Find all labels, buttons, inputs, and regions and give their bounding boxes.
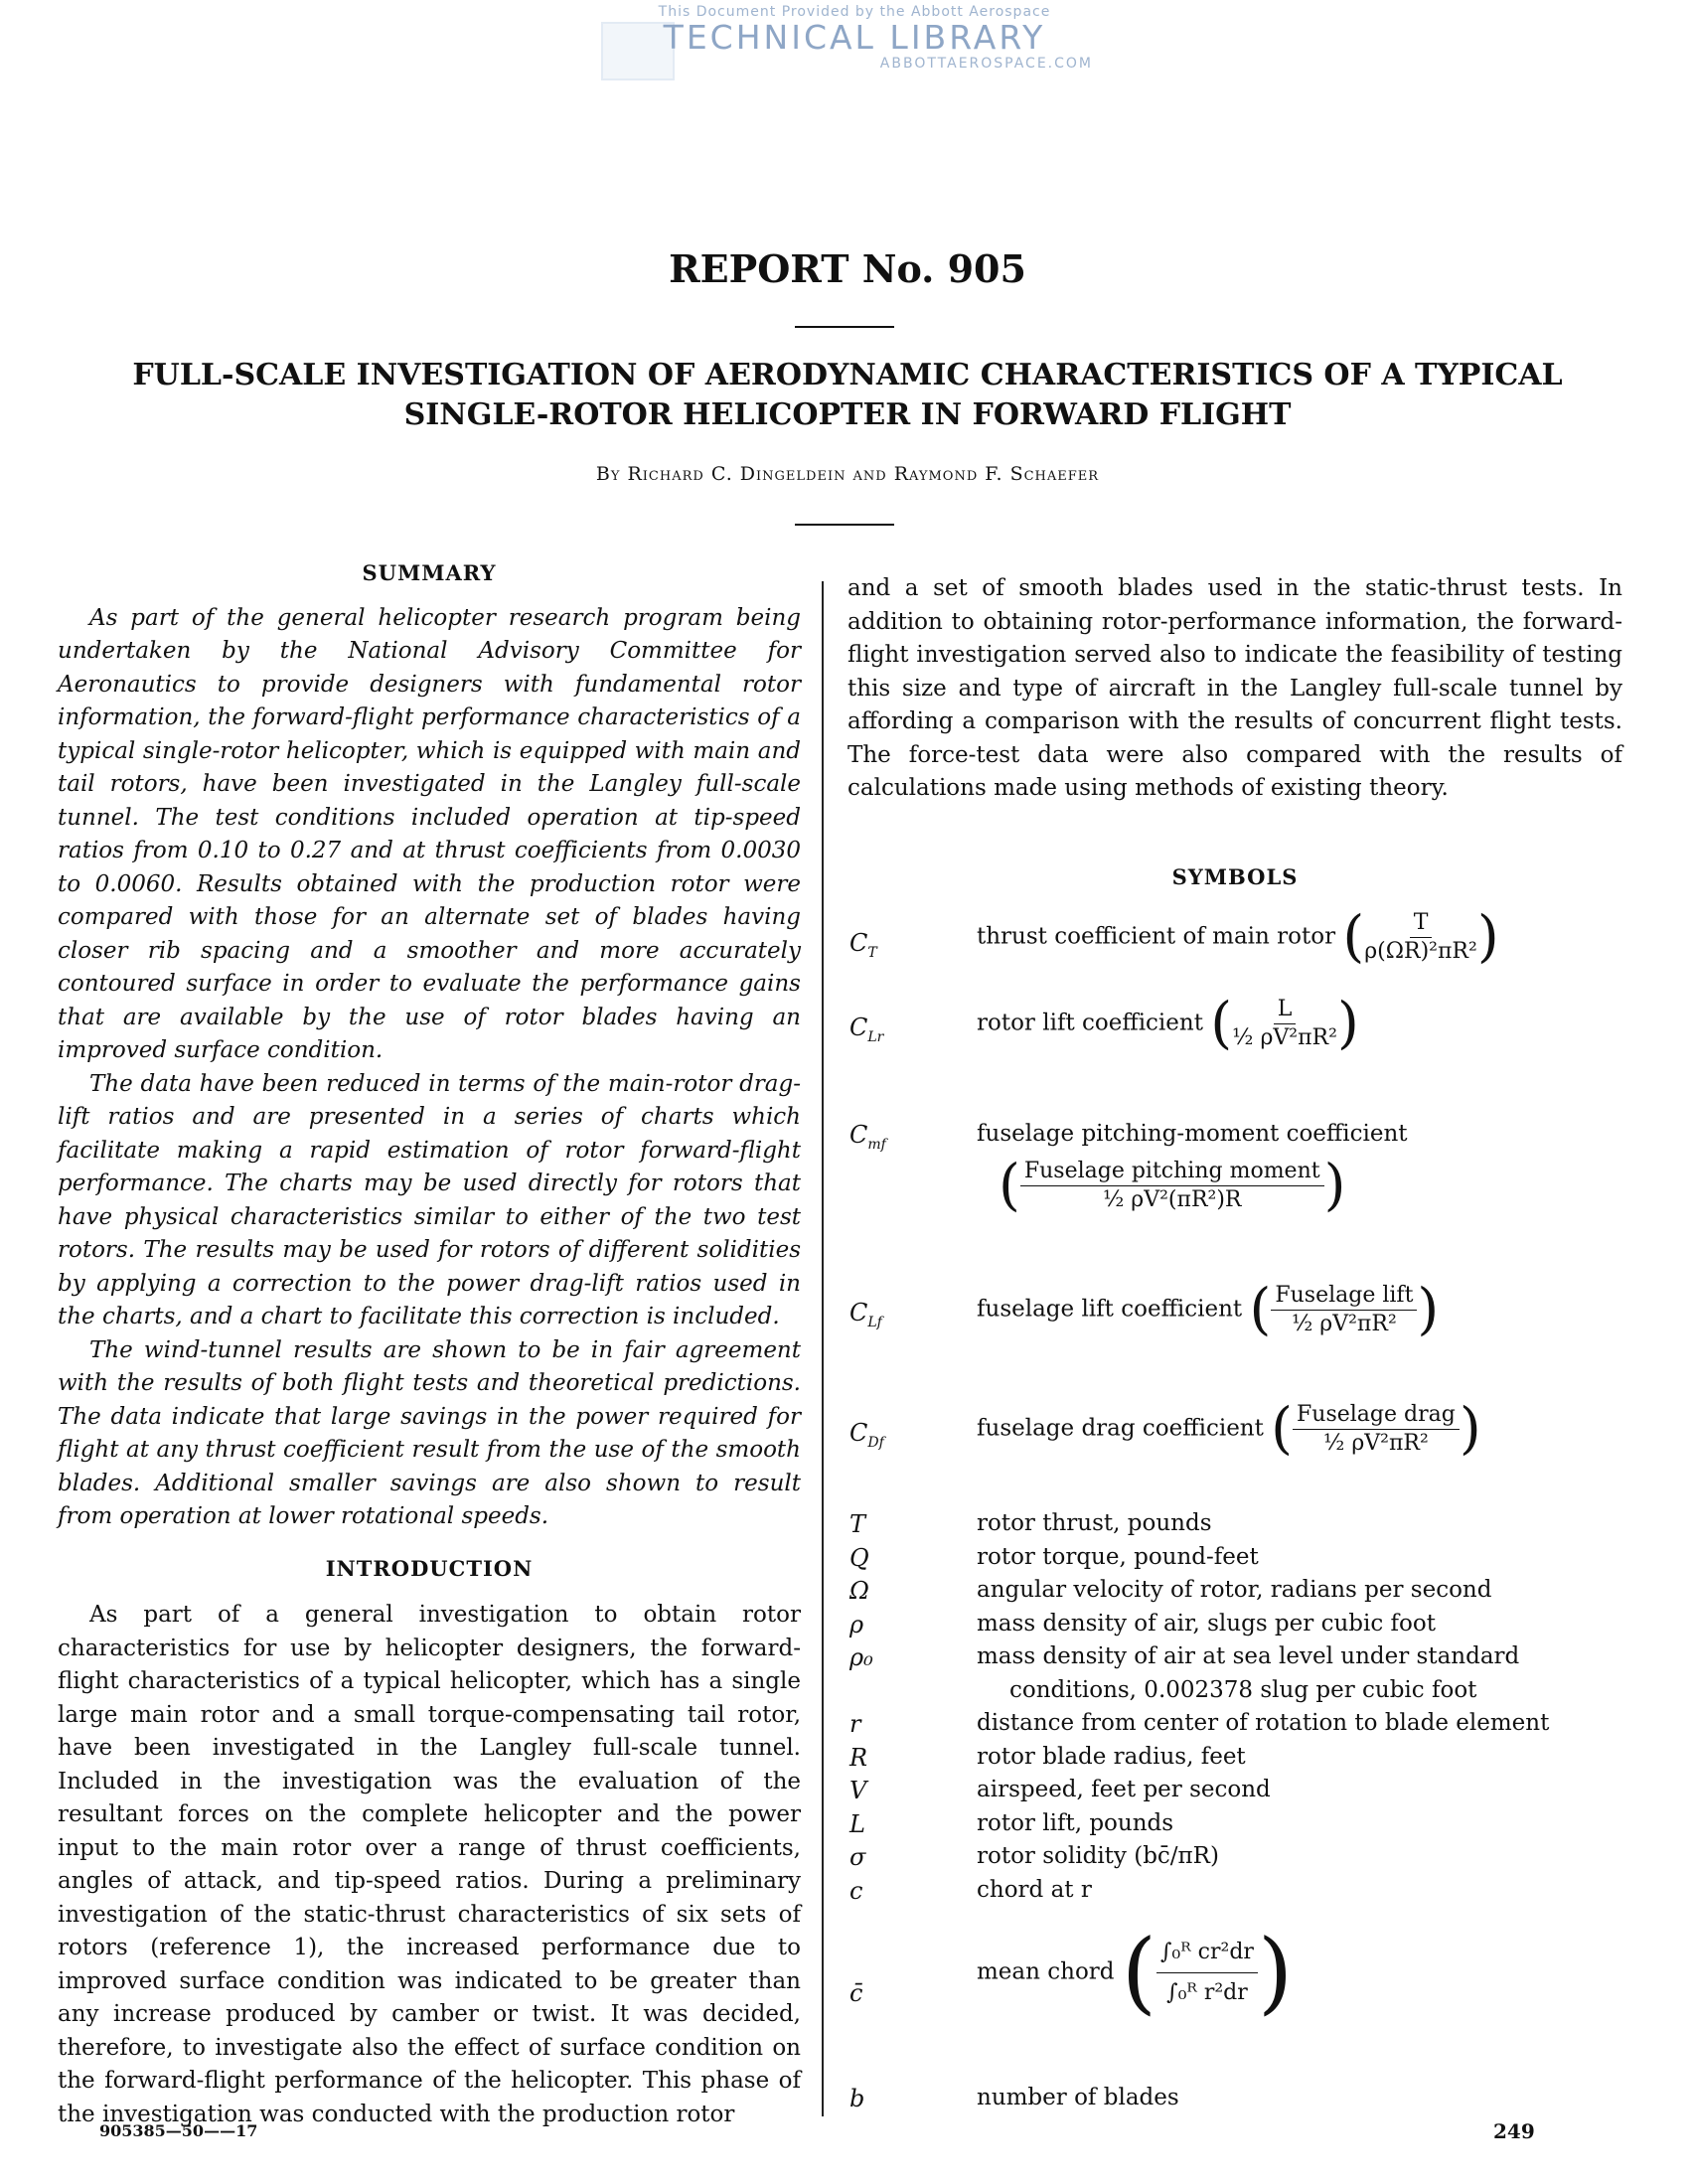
divider-rule	[795, 524, 894, 526]
authors: By Richard C. Dingeldein and Raymond F. Schaefer	[595, 463, 1100, 485]
symbol: σ	[849, 1843, 866, 1871]
symbol-description: rotor lift, pounds	[977, 1809, 1174, 1836]
symbol-cdf-description: fuselage drag coefficient ( $\frac{\text{Fuselage drag}}{\text{½ ρV²πR²}}$ )	[977, 1396, 1481, 1462]
symbol-cmf: $C_{mf}$	[849, 1121, 886, 1153]
symbol-description: mass density of air at sea level under standard	[977, 1643, 1520, 1669]
symbol: R	[849, 1743, 868, 1772]
summary-paragraph: The wind-tunnel results are shown to be in fair agreement with the results of both flight tests and theoretical predictions. The data indicate that large savings in the power required for flight at any thrust coefficient result from the use of the smooth blades. Additional smaller savings are also shown to result from operation at lower rotational speeds.	[58, 1336, 801, 1529]
symbol-ct-description: thrust coefficient of main rotor ( $\frac{T}{\text{ρ(ΩR)²πR²}}$ )	[977, 904, 1499, 970]
summary-heading: SUMMARY	[362, 560, 497, 585]
symbol-cmf-description: fuselage pitching-moment coefficient	[977, 1121, 1408, 1147]
symbol-clr-description: rotor lift coefficient ( $\frac{L}{\text{½ ρV²πR²}}$ )	[977, 991, 1359, 1056]
formula: $\frac{L}{\text{½ ρV²πR²}}$	[1232, 997, 1337, 1050]
symbol-cbar-description: mean chord ( $\frac{\text{∫₀ᴿ cr²dr}}{\text{∫₀ᴿ r²dr}}$ )	[977, 1920, 1294, 2025]
symbol-b-description: number of blades	[977, 2085, 1179, 2110]
introduction-paragraph: As part of a general investigation to obtain rotor characteristics for use by helicopter designers, the forward-flight characteristics of a typical helicopter, which has a single large main rotor and a small torque-compensating tail rotor, have been investigated in the Langley full-scale tunnel. Included in the investigation was the evaluation of the resultant forces on the complete helicopter and the power input to the main rotor over a range of thrust coefficients, angles of attack, and tip-speed ratios. During a preliminary investigation of the static-thrust characteristics of six sets of rotors (reference 1), the increased performance due to improved surface condition was indicated to be greater than any increase produced by camber or twist. It was decided, therefore, to investigate also the effect of surface condition on the forward-flight performance of the helicopter. This phase of the investigation was conducted with the production rotor	[58, 1602, 801, 2127]
symbol-description: conditions, 0.002378 slug per cubic foot	[1009, 1676, 1477, 1703]
divider-rule	[795, 326, 894, 328]
symbol: Q	[849, 1543, 869, 1572]
symbol: V	[849, 1777, 867, 1804]
watermark	[596, 4, 1113, 72]
symbol-description: chord at r	[977, 1876, 1092, 1903]
symbol-description: angular velocity of rotor, radians per second	[977, 1577, 1492, 1603]
right-column	[848, 572, 1622, 806]
watermark-line3: ABBOTTAEROSPACE.COM	[879, 56, 1093, 72]
symbol-description: mass density of air, slugs per cubic foot	[977, 1610, 1436, 1637]
title-line-1: FULL-SCALE INVESTIGATION OF AERODYNAMIC CHARACTERISTICS OF A TYPICAL	[132, 358, 1563, 392]
symbol-cbar: c̄	[849, 1979, 863, 2007]
symbol-clr: $C_{Lr}$	[849, 1014, 884, 1045]
symbol: L	[849, 1809, 865, 1838]
symbol-ct: $C_T$	[849, 929, 877, 961]
symbol: Ω	[849, 1577, 869, 1605]
page-title	[0, 356, 1695, 435]
symbol-description: airspeed, feet per second	[977, 1777, 1271, 1802]
symbol-cmf-formula: ( $\frac{\text{Fuselage pitching moment}}{\text{½ ρV²(πR²)R}}$ )	[999, 1153, 1346, 1218]
column-divider	[822, 581, 824, 2116]
watermark-line1: This Document Provided by the Abbott Aerospace	[658, 4, 1051, 20]
title-line-2: SINGLE-ROTOR HELICOPTER IN FORWARD FLIGHT	[403, 397, 1292, 432]
symbol: ρ₀	[849, 1643, 873, 1671]
symbol-description: rotor torque, pound-feet	[977, 1543, 1259, 1570]
symbol: T	[849, 1510, 866, 1538]
symbol-clf: $C_{Lf}$	[849, 1299, 882, 1330]
page-number: 249	[1493, 2119, 1535, 2143]
summary-body	[58, 602, 801, 1534]
symbol-description: rotor blade radius, feet	[977, 1743, 1246, 1770]
symbol-description: rotor solidity (bc̄/πR)	[977, 1843, 1219, 1869]
left-column	[58, 556, 801, 2131]
summary-paragraph: As part of the general helicopter research program being undertaken by the National Advisory Committee for Aeronautics to provide designers with fundamental rotor information, the forward-flight performance characteristics of a typical single-rotor helicopter, which is equipped with main and tail rotors, have been investigated in the Langley full-scale tunnel. The test conditions included operation at tip-speed ratios from 0.10 to 0.27 and at thrust coefficients from 0.0030 to 0.0060. Results obtained with the production rotor were compared with those for an alternate set of blades having closer rib spacing and a smoother and more accurately contoured surface in order to evaluate the performance gains that are available by the use of rotor blades having an improved surface condition.	[58, 604, 801, 1063]
symbol: r	[849, 1710, 861, 1738]
symbol-cdf: $C_{Df}$	[849, 1419, 884, 1451]
introduction-heading: INTRODUCTION	[325, 1555, 534, 1581]
symbol-clf-description: fuselage lift coefficient ( $\frac{\text{Fuselage lift}}{\text{½ ρV²πR²}}$ )	[977, 1277, 1440, 1342]
symbols-heading: SYMBOLS	[1171, 864, 1299, 889]
summary-paragraph: The data have been reduced in terms of the main-rotor drag-lift ratios and are presented in a series of charts which facilitate making a rapid estimation of rotor forward-flight performance. The charts may be used directly for rotors that have physical characteristics similar to either of the two test rotors. The results may be used for rotors of different solidities by applying a correction to the power drag-lift ratios used in the charts, and a chart to facilitate this correction is included.	[58, 1070, 801, 1329]
description-text: thrust coefficient of main rotor	[977, 923, 1336, 950]
report-number: REPORT No. 905	[669, 246, 1026, 291]
symbol-b: b	[849, 2085, 865, 2112]
formula: $\frac{T}{\text{ρ(ΩR)²πR²}}$	[1364, 910, 1477, 964]
symbol-description: distance from center of rotation to blade element	[977, 1710, 1550, 1736]
symbol: ρ	[849, 1610, 864, 1638]
symbol: c	[849, 1876, 863, 1905]
footer-code: 905385—50——17	[99, 2121, 258, 2140]
right-paragraph: and a set of smooth blades used in the static-thrust tests. In addition to obtaining rotor-performance information, the forward-flight investigation served also to indicate the feasibility of testing this size and type of aircraft in the Langley full-scale tunnel by affording a comparison with the results of concurrent flight tests. The force-test data were also compared with the results of calculations made using methods of existing theory.	[848, 575, 1622, 801]
watermark-line2: TECHNICAL LIBRARY	[663, 18, 1046, 57]
symbol-description: rotor thrust, pounds	[977, 1510, 1212, 1536]
